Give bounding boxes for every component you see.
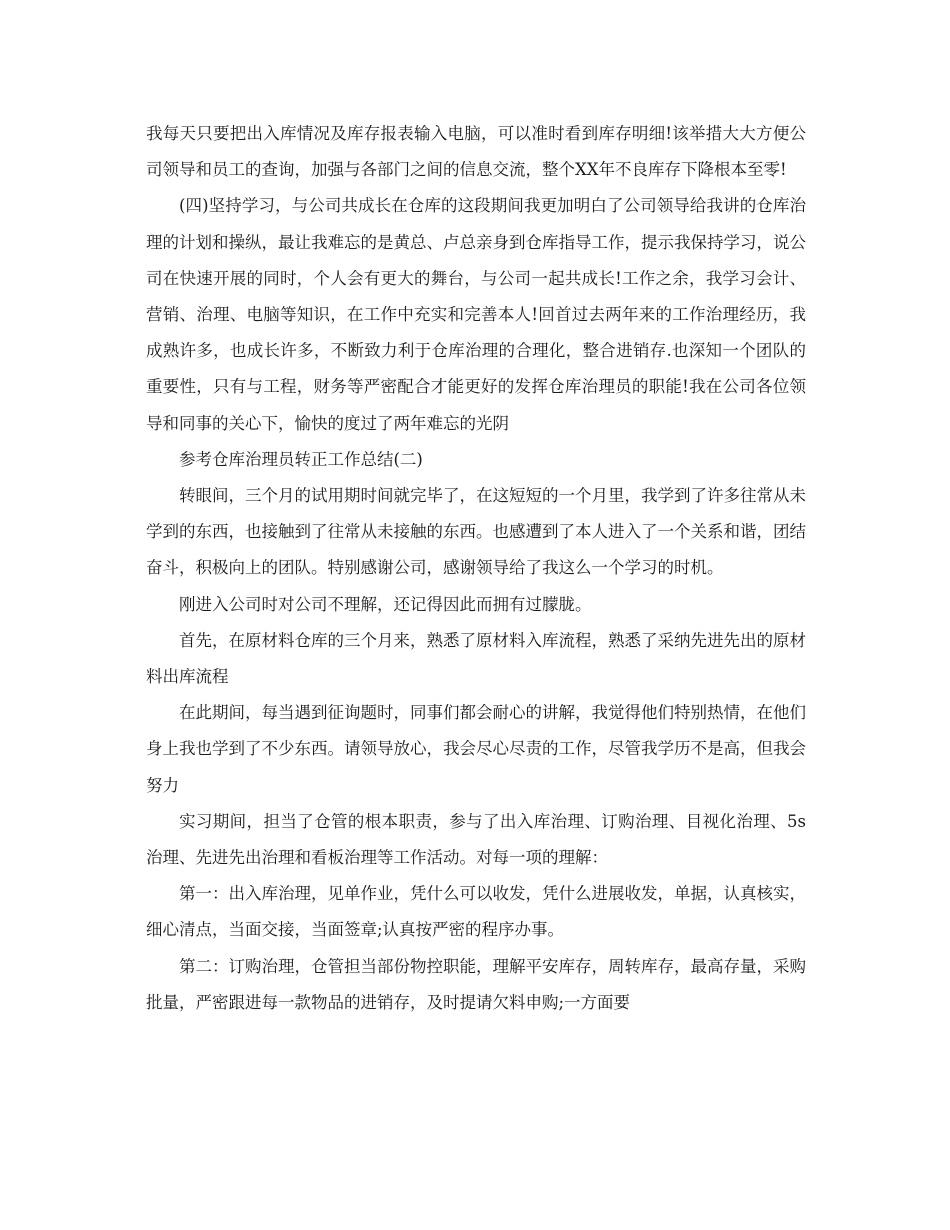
paragraph-3: 转眼间，三个月的试用期时间就完毕了，在这短短的一个月里，我学到了许多往常从未学到的东西，也接触到了往常从未接触的东西。也感遭到了本人进入了一个关系和谐，团结奋斗，积极向上的团队。特别感谢公司，感谢领导给了我这么一个学习的时机。 [146, 486, 806, 578]
section-heading: 参考仓库治理员转正工作总结(二) [179, 449, 423, 469]
paragraph-8: 第一：出入库治理，见单作业，凭什么可以收发，凭什么进展收发，单据，认真核实，细心清点，当面交接，当面签章;认真按严密的程序办事。 [146, 884, 806, 940]
paragraph-1: 我每天只要把出入库情况及库存报表输入电脑，可以准时看到库存明细!该举措大大方便公司领导和员工的查询，加强与各部门之间的信息交流，整个XX年不良库存下降根本至零! [146, 124, 806, 180]
paragraph-6: 在此期间，每当遇到征询题时，同事们都会耐心的讲解，我觉得他们特别热情，在他们身上我也学到了不少东西。请领导放心，我会尽心尽责的工作，尽管我学历不是高，但我会努力 [146, 703, 806, 795]
document-page [146, 116, 806, 1021]
paragraph-5: 首先，在原材料仓库的三个月来，熟悉了原材料入库流程，熟悉了采纳先进先出的原材料出库流程 [146, 630, 806, 687]
paragraph-7: 实习期间，担当了仓管的根本职责，参与了出入库治理、订购治理、目视化治理、5s治理、先进先出治理和看板治理等工作活动。对每一项的理解： [146, 811, 806, 868]
paragraph-2: (四)坚持学习，与公司共成长在仓库的这段期间我更加明白了公司领导给我讲的仓库治理的计划和操纵，最让我难忘的是黄总、卢总亲身到仓库指导工作，提示我保持学习，说公司在快速开展的同时，个人会有更大的舞台，与公司一起共成长!工作之余，我学习会计、营销、治理、电脑等知识，在工作中充实和完善本人!回首过去两年来的工作治理经历，我成熟许多，也成长许多，不断致力利于仓库治理的合理化，整合进销存.也深知一个团队的重要性，只有与工程，财务等严密配合才能更好的发挥仓库治理员的职能!我在公司各位领导和同事的关心下，愉快的度过了两年难忘的光阴 [146, 196, 806, 433]
paragraph-4: 刚进入公司时对公司不理解，还记得因此而拥有过朦胧。 [179, 594, 592, 614]
paragraph-9: 第二：订购治理，仓管担当部份物控职能，理解平安库存，周转库存，最高存量，采购批量，严密跟进每一款物品的进销存，及时提请欠料申购;一方面要 [146, 956, 806, 1012]
